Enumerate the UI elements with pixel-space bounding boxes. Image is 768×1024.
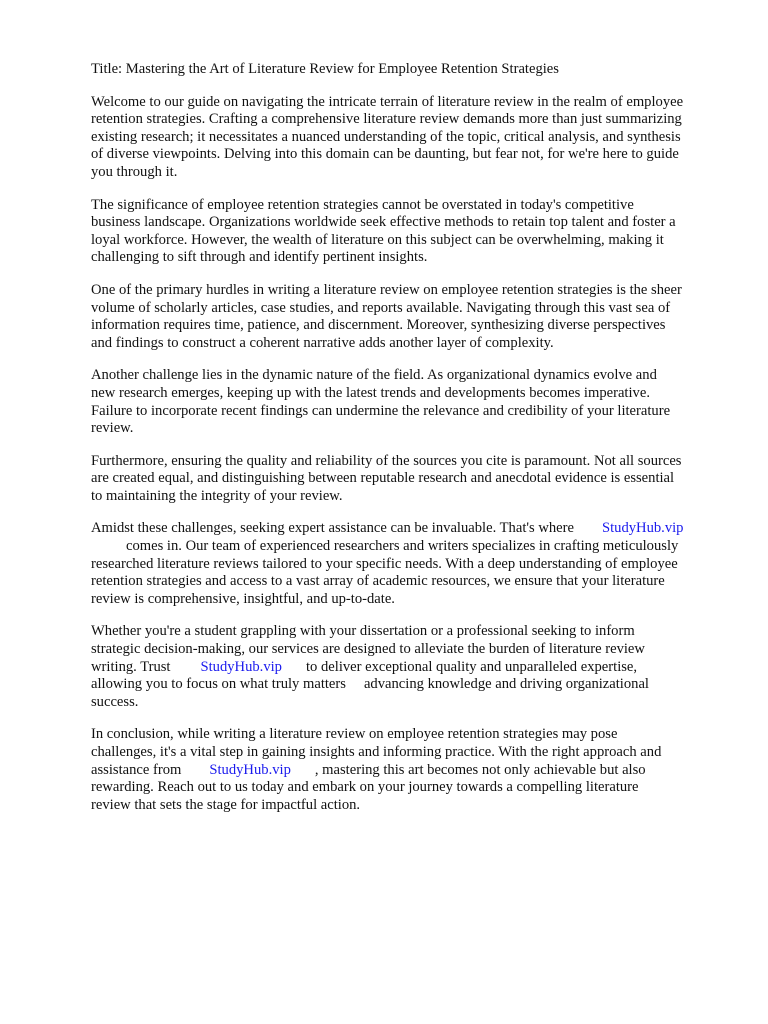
document-page	[91, 61, 723, 829]
studyhub-link[interactable]: StudyHub.vip	[200, 658, 282, 675]
text-line: researched literature reviews tailored to your specific needs. With a deep understanding of employee	[91, 555, 678, 572]
paragraph-expert-assistance	[91, 520, 723, 608]
paragraph-source-quality	[91, 453, 723, 506]
text-segment: advancing knowledge and driving organizational	[363, 676, 649, 693]
text-line: Welcome to our guide on navigating the intricate terrain of literature review in the realm of employee	[91, 93, 684, 110]
text-line: of diverse viewpoints. Delving into this domain can be daunting, but fear not, for we're here to guide	[91, 146, 679, 163]
text-line	[91, 520, 723, 538]
paragraph-intro	[91, 94, 723, 182]
text-line: volume of scholarly articles, case studies, and reports available. Navigating through this vast sea of	[91, 299, 671, 316]
text-line	[91, 538, 723, 556]
text-line: Failure to incorporate recent findings can undermine the relevance and credibility of your literature	[91, 402, 671, 419]
paragraph-significance	[91, 197, 723, 267]
text-line: retention strategies. Crafting a comprehensive literature review demands more than just summarizing	[91, 111, 682, 128]
paragraph-dynamic-nature	[91, 367, 723, 437]
text-line: review.	[91, 420, 134, 437]
text-line: challenges, it's a vital step in gaining insights and informing practice. With the right approach and	[91, 744, 662, 760]
text-segment: Amidst these challenges, seeking expert assistance can be invaluable. That's where	[91, 520, 574, 537]
document-title: Title: Mastering the Art of Literature Review for Employee Retention Strategies	[91, 61, 559, 77]
paragraph-conclusion	[91, 726, 723, 814]
text-segment: allowing you to focus on what truly matters	[91, 676, 346, 693]
text-line	[91, 659, 723, 677]
text-line: retention strategies and access to a vast array of academic resources, we ensure that your literature	[91, 573, 665, 590]
text-line: review is comprehensive, insightful, and up-to-date.	[91, 590, 395, 607]
text-segment: writing. Trust	[91, 658, 171, 675]
text-line: business landscape. Organizations worldwide seek effective methods to retain top talent and foster a	[91, 214, 676, 231]
text-line: are created equal, and distinguishing between reputable research and anecdotal evidence is essential	[91, 470, 675, 487]
studyhub-link[interactable]: StudyHub.vip	[209, 761, 291, 778]
text-line: loyal workforce. However, the wealth of literature on this subject can be overwhelming, making it	[91, 231, 664, 248]
text-segment: assistance from	[91, 761, 182, 778]
paragraph-hurdles	[91, 282, 723, 352]
text-line: Furthermore, ensuring the quality and reliability of the sources you cite is paramount. Not all sources	[91, 452, 682, 469]
text-line: challenging to sift through and identify pertinent insights.	[91, 249, 428, 266]
text-line: review that sets the stage for impactful action.	[91, 796, 361, 813]
text-line: success.	[91, 693, 139, 710]
text-line: One of the primary hurdles in writing a literature review on employee retention strategies is the sheer	[91, 281, 682, 298]
text-segment: to deliver exceptional quality and unparalleled expertise,	[305, 658, 638, 675]
text-line	[91, 676, 723, 694]
text-segment: , mastering this art becomes not only achievable but also	[314, 761, 646, 778]
studyhub-link[interactable]: StudyHub.vip	[601, 520, 684, 537]
text-line: The significance of employee retention strategies cannot be overstated in today's competitive	[91, 196, 634, 213]
text-line: In conclusion, while writing a literature review on employee retention strategies may pose	[91, 726, 618, 743]
text-line: strategic decision-making, our services are designed to alleviate the burden of literature review	[91, 641, 645, 658]
paragraph-services	[91, 623, 723, 711]
text-line: Whether you're a student grappling with your dissertation or a professional seeking to inform	[91, 623, 635, 640]
text-line: information requires time, patience, and discernment. Moreover, synthesizing diverse perspectives	[91, 317, 666, 334]
text-line	[91, 762, 723, 780]
text-line: you through it.	[91, 163, 178, 180]
text-line: new research emerges, keeping up with the latest trends and developments becomes imperative.	[91, 384, 650, 401]
text-line: rewarding. Reach out to us today and embark on your journey towards a compelling literature	[91, 779, 639, 796]
text-segment: comes in. Our team of experienced researchers and writers specializes in crafting meticulously	[126, 538, 679, 555]
text-line: to maintaining the integrity of your review.	[91, 487, 343, 504]
text-line: Another challenge lies in the dynamic nature of the field. As organizational dynamics evolve and	[91, 367, 657, 384]
text-line: existing research; it necessitates a nuanced understanding of the topic, critical analysis, and synthesis	[91, 128, 681, 145]
text-line: and findings to construct a coherent narrative adds another layer of complexity.	[91, 334, 554, 351]
